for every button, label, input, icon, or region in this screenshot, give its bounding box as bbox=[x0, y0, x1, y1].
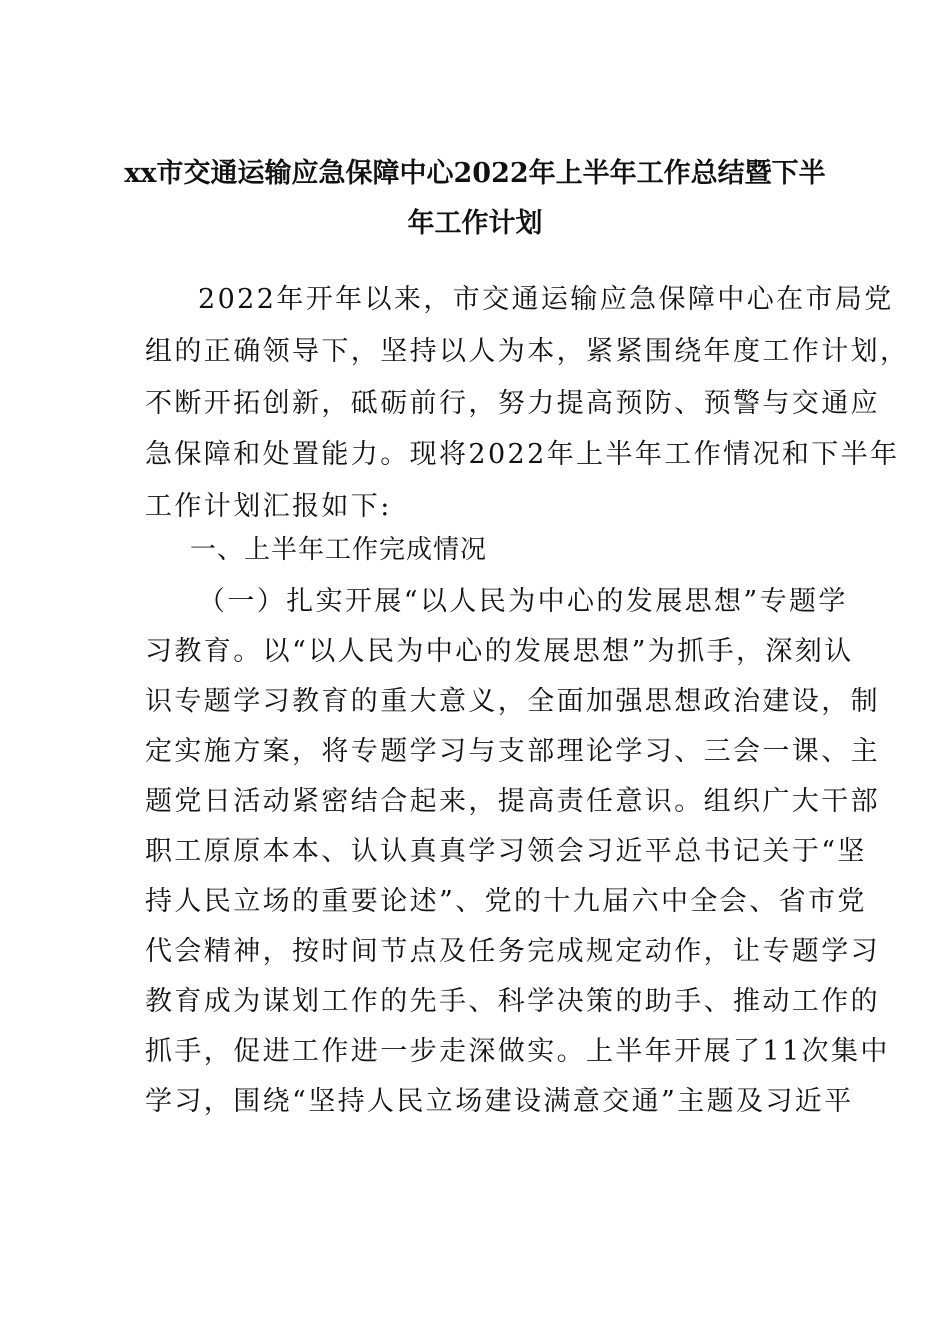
intro-paragraph-line: 不断开拓创新，砥砺前行，努力提高预防、预警与交通应 bbox=[145, 388, 880, 419]
body-paragraph-line: 识专题学习教育的重大意义，全面加强思想政治建设，制 bbox=[145, 686, 880, 717]
intro-paragraph-line: 组的正确领导下，坚持以人为本，紧紧围绕年度工作计划， bbox=[145, 336, 910, 367]
body-paragraph-line: 持人民立场的重要论述”、党的十九届六中全会、省市党 bbox=[145, 886, 867, 917]
body-paragraph-line: 定实施方案，将专题学习与支部理论学习、三会一课、主 bbox=[145, 736, 880, 767]
body-paragraph-line: （一）扎实开展“以人民为中心的发展思想”专题学 bbox=[198, 586, 848, 617]
body-paragraph-line: 教育成为谋划工作的先手、科学决策的助手、推动工作的 bbox=[145, 986, 880, 1017]
body-paragraph-line: 习教育。以“以人民为中心的发展思想”为抓手，深刻认 bbox=[145, 636, 854, 667]
body-paragraph-line: 代会精神，按时间节点及任务完成规定动作，让专题学习 bbox=[145, 936, 880, 967]
body-paragraph-line: 题党日活动紧密结合起来，提高责任意识。组织广大干部 bbox=[145, 786, 880, 817]
intro-paragraph-line: 急保障和处置能力。现将2022年上半年工作情况和下半年 bbox=[145, 439, 900, 470]
section-heading: 一、上半年工作完成情况 bbox=[190, 535, 488, 565]
body-paragraph-line: 抓手，促进工作进一步走深做实。上半年开展了11次集中 bbox=[145, 1036, 890, 1067]
intro-paragraph-line: 2022年开年以来，市交通运输应急保障中心在市局党 bbox=[198, 284, 894, 315]
intro-paragraph-line: 工作计划汇报如下: bbox=[145, 491, 392, 522]
body-paragraph-line: 学习，围绕“坚持人民立场建设满意交通”主题及习近平 bbox=[145, 1086, 854, 1117]
body-paragraph-line: 职工原原本本、认认真真学习领会习近平总书记关于“坚 bbox=[145, 836, 867, 867]
document-title-line-1: xx市交通运输应急保障中心2022年上半年工作总结暨下半 bbox=[124, 158, 826, 189]
document-title-line-2: 年工作计划 bbox=[407, 208, 543, 239]
